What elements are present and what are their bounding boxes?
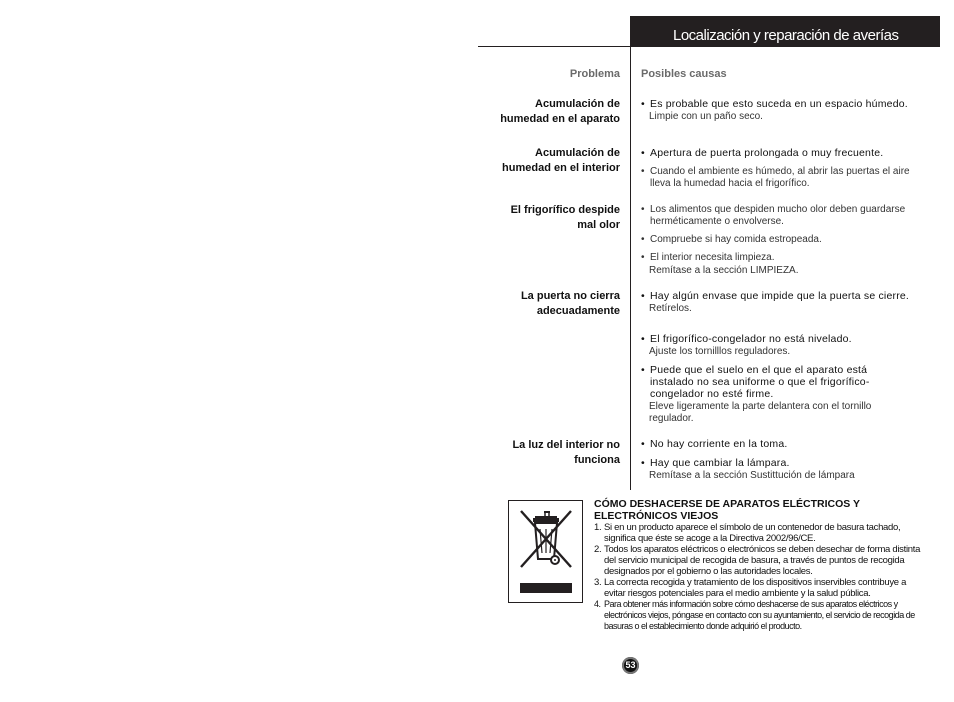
- cause-remedy: Ajuste los tornilllos reguladores.: [649, 346, 791, 357]
- disposal-item: 4. Para obtener más información sobre cómo deshacerse de sus aparatos eléctricos y electrónicos viejos, póngase en contacto con su ayuntamiento, el servicio de recogida de basuras o el establecimiento donde adquirió el producto.: [594, 599, 915, 631]
- disposal-item: 2. Todos los aparatos eléctricos o electrónicos se deben desechar de forma distinta del servicio municipal de recogida de basura, a través de puntos de recogida designados por el gobierno o las autoridades locales.: [594, 544, 921, 577]
- cause-item: • Es probable que esto suceda en un espacio húmedo. Limpie con un paño seco.: [641, 98, 911, 123]
- problem-column-header: Problema: [569, 68, 620, 80]
- cause-text: Hay algún envase que impide que la puerta se cierre.: [650, 290, 910, 302]
- cause-text: No hay corriente en la toma.: [650, 438, 788, 450]
- cause-remedy: Eleve ligeramente la parte delantera con el tornillo regulador.: [649, 401, 872, 424]
- cause-item: • Los alimentos que despiden mucho olor deben guardarse herméticamente o envolverse.: [641, 204, 906, 227]
- header-rule: [478, 46, 632, 47]
- cause-remedy: Remítase a la sección LIMPIEZA.: [649, 265, 799, 276]
- cause-text: Es probable que esto suceda en un espacio húmedo.: [650, 98, 908, 110]
- cause-text: Cuando el ambiente es húmedo, al abrir las puertas el aire lleva la humedad hacia el frigorífico.: [650, 166, 910, 189]
- column-divider: [630, 16, 631, 490]
- disposal-title: CÓMO DESHACERSE DE APARATOS ELÉCTRICOS Y ELECTRÓNICOS VIEJOS: [594, 498, 860, 522]
- cause-item: • Puede que el suelo en el que el aparato está instalado no sea uniforme o que el frigorífico-congelador no esté firme. Eleve ligeramente la parte delantera con el tornillo regulador.: [641, 364, 911, 425]
- cause-remedy: Remítase a la sección Sustittución de lámpara: [649, 470, 855, 481]
- problem-label: Acumulación de humedad en el interior: [502, 147, 620, 174]
- cause-item: • El frigorífico-congelador no está nivelado. Ajuste los tornilllos reguladores.: [641, 333, 911, 358]
- cause-item: • Apertura de puerta prolongada o muy frecuente.: [641, 147, 884, 159]
- disposal-list: [594, 522, 924, 632]
- cause-text: Compruebe si hay comida estropeada.: [650, 234, 822, 245]
- problem-label: Acumulación de humedad en el aparato: [500, 98, 620, 125]
- causes-column-header: Posibles causas: [641, 68, 727, 80]
- problem-label: La luz del interior no funciona: [512, 439, 620, 466]
- cause-item: • Hay que cambiar la lámpara. Remítase a la sección Sustittución de lámpara: [641, 457, 911, 482]
- cause-text: Apertura de puerta prolongada o muy frecuente.: [650, 147, 884, 159]
- cause-text: Puede que el suelo en el que el aparato está instalado no sea uniforme o que el frigorífico-congelador no esté firme.: [650, 364, 870, 400]
- cause-text: Los alimentos que despiden mucho olor deben guardarse herméticamente o envolverse.: [650, 204, 906, 227]
- problem-label: El frigorífico despide mal olor: [510, 204, 620, 231]
- problem-label: La puerta no cierra adecuadamente: [520, 290, 620, 317]
- cause-text: El frigorífico-congelador no está nivelado.: [650, 333, 852, 345]
- cause-text: Hay que cambiar la lámpara.: [650, 457, 790, 469]
- cause-item: • Hay algún envase que impide que la puerta se cierre. Retírelos.: [641, 290, 910, 314]
- cause-item: • Cuando el ambiente es húmedo, al abrir las puertas el aire lleva la humedad hacia el frigorífico.: [641, 166, 910, 189]
- cause-remedy: Retírelos.: [649, 303, 692, 314]
- cause-item: • No hay corriente en la toma.: [641, 438, 788, 450]
- cause-item: • El interior necesita limpieza. Remítase a la sección LIMPIEZA.: [641, 252, 911, 277]
- cause-item: • Compruebe si hay comida estropeada.: [641, 234, 822, 245]
- crossed-out-wheelie-bin-icon: [508, 500, 583, 603]
- section-title: Localización y reparación de averías: [673, 27, 899, 44]
- cause-text: El interior necesita limpieza.: [650, 252, 775, 263]
- cause-remedy: Limpie con un paño seco.: [649, 111, 763, 122]
- disposal-item: 3. La correcta recogida y tratamiento de los dispositivos inservibles contribuye a evitar riesgos potenciales para el medio ambiente y la salud pública.: [594, 577, 907, 599]
- disposal-item: 1. Si en un producto aparece el símbolo de un contenedor de basura tachado, significa que éste se acoge a la Directiva 2002/96/CE.: [594, 522, 901, 544]
- page-number: 53: [622, 657, 639, 674]
